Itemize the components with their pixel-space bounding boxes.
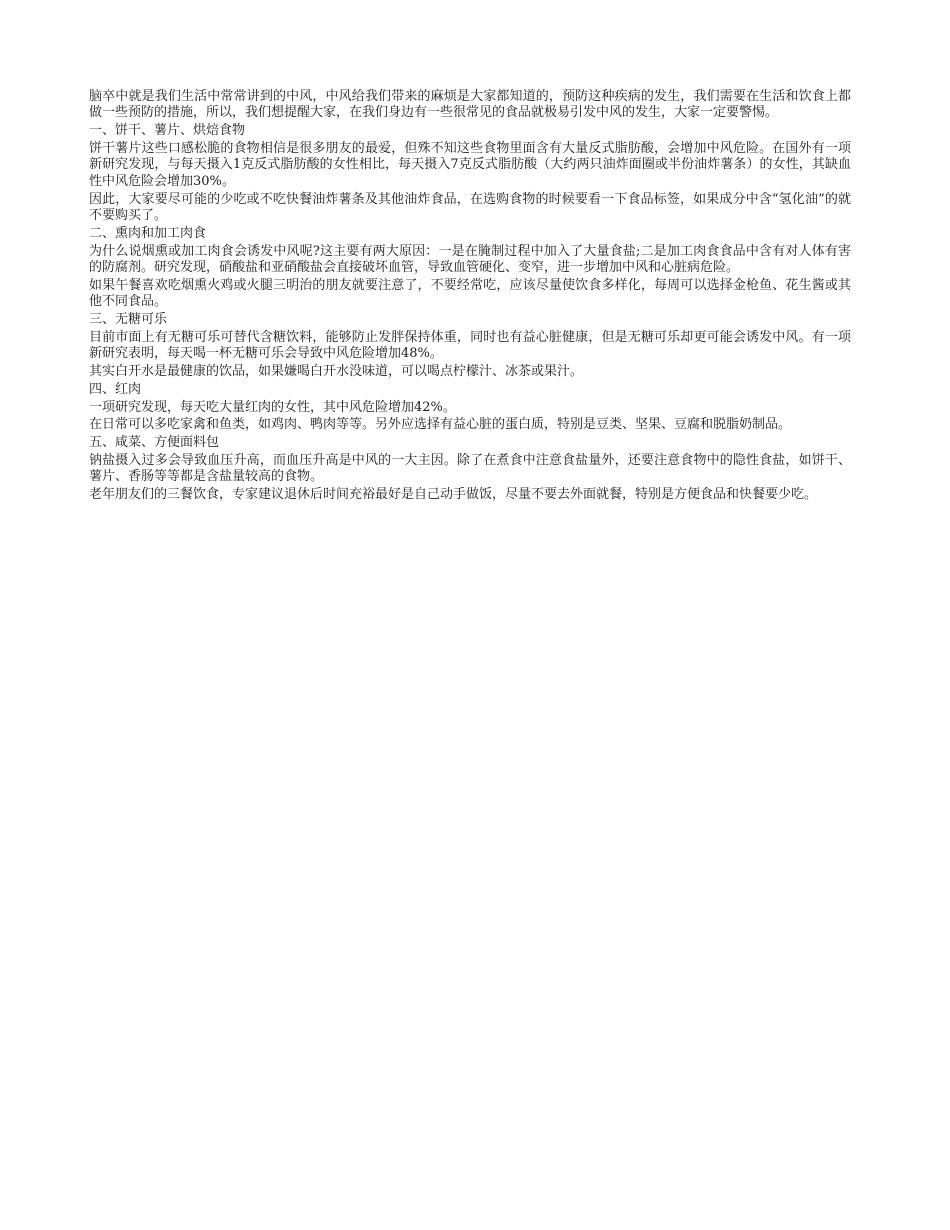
paragraph-diet-cola-advice: 其实白开水是最健康的饮品，如果嫌喝白开水没味道，可以喝点柠檬汁、冰茶或果汁。 — [89, 364, 584, 380]
paragraph-processed-meat-advice: 如果午餐喜欢吃烟熏火鸡或火腿三明治的朋友就要注意了，不要经常吃，应该尽量使饮食多样化，每周可以选择金枪鱼、花生酱或其他不同食品。 — [89, 277, 851, 310]
paragraph-red-meat-advice: 在日常可以多吃家禽和鱼类，如鸡肉、鸭肉等等。另外应选择有益心脏的蛋白质，特别是豆类、坚果、豆腐和脱脂奶制品。 — [89, 417, 792, 433]
paragraph-red-meat-research: 一项研究发现，每天吃大量红肉的女性，其中风危险增加42%。 — [89, 399, 456, 415]
section-heading-pickles-noodles: 五、咸菜、方便面料包 — [89, 435, 220, 451]
paragraph-biscuits-research: 饼干薯片这些口感松脆的食物相信是很多朋友的最爱，但殊不知这些食物里面含有大量反式脂肪酸，会增加中风危险。在国外有一项新研究发现，与每天摄入1克反式脂肪酸的女性相比，每天摄入7克反式脂肪酸（大约两只油炸面圈或半份油炸薯条）的女性，其缺血性中风危险会增加30%。 — [89, 141, 851, 189]
paragraph-salt-intake: 钠盐摄入过多会导致血压升高，而血压升高是中风的一大主因。除了在煮食中注意食盐量外，还要注意食物中的隐性食盐，如饼干、薯片、香肠等等都是含盐量较高的食物。 — [89, 453, 851, 485]
section-heading-biscuits: 一、饼干、薯片、烘焙食物 — [89, 123, 246, 139]
document-body — [89, 89, 851, 504]
section-heading-red-meat: 四、红肉 — [89, 381, 142, 397]
section-heading-processed-meat: 二、熏肉和加工肉食 — [89, 225, 207, 241]
section-heading-diet-cola: 三、无糖可乐 — [89, 312, 168, 328]
paragraph-biscuits-advice: 因此，大家要尽可能的少吃或不吃快餐油炸薯条及其他油炸食品，在选购食物的时候要看一下食品标签，如果成分中含“氢化油”的就不要购买了。 — [89, 191, 851, 224]
paragraph-diet-cola-research: 目前市面上有无糖可乐可替代含糖饮料，能够防止发胖保持体重，同时也有益心脏健康，但是无糖可乐却更可能会诱发中风。有一项新研究表明，每天喝一杯无糖可乐会导致中风危险增加48%。 — [89, 329, 851, 362]
intro-paragraph: 脑卒中就是我们生活中常常讲到的中风，中风给我们带来的麻烦是大家都知道的，预防这种疾病的发生，我们需要在生活和饮食上都做一些预防的措施，所以，我们想提醒大家，在我们身边有一些很常见的食品就极易引发中风的发生，大家一定要警惕。 — [89, 89, 851, 121]
paragraph-elderly-advice: 老年朋友们的三餐饮食，专家建议退休后时间充裕最好是自己动手做饭，尽量不要去外面就餐，特别是方便食品和快餐要少吃。 — [89, 487, 818, 503]
paragraph-processed-meat-reasons: 为什么说烟熏或加工肉食会诱发中风呢?这主要有两大原因：一是在腌制过程中加入了大量食盐;二是加工肉食食品中含有对人体有害的防腐剂。研究发现，硝酸盐和亚硝酸盐会直接破坏血管，导致血管硬化、变窄，进一步增加中风和心脏病危险。 — [89, 243, 851, 276]
